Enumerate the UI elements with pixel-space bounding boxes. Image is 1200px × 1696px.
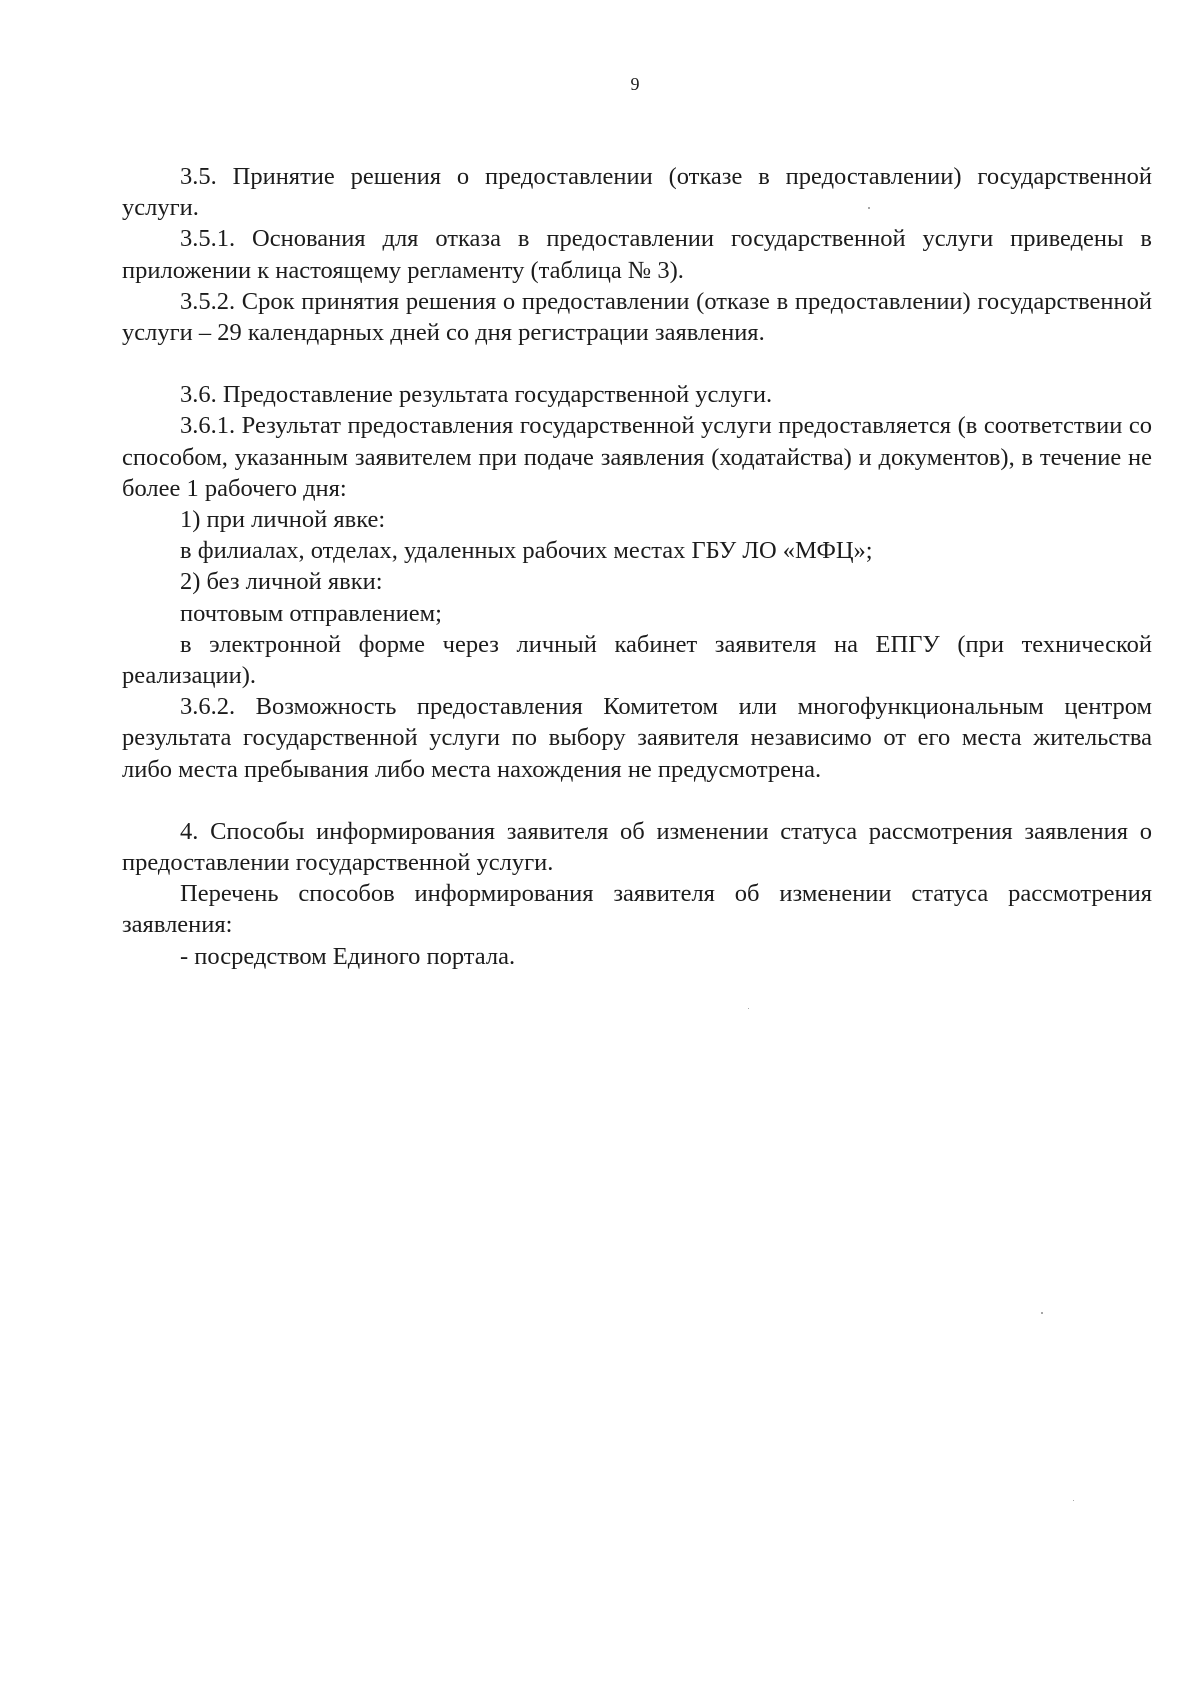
scan-speck (748, 1008, 749, 1009)
section-4-list-item-portal: - посредством Единого портала. (180, 942, 516, 970)
section-3-6-2: 3.6.2. Возможность предоставления Комитетом или многофункциональным центром результата государственной услуги по выбору заявителя независимо от его места жительства либо места пребывания либо места нахождения не предусмотрена. (122, 693, 1152, 783)
page-number: 9 (630, 74, 640, 94)
list-detail-mail: почтовым отправлением; (180, 599, 442, 627)
scan-speck (1041, 1312, 1043, 1314)
document-body (122, 161, 1152, 972)
section-3-5-1: 3.5.1. Основания для отказа в предоставлении государственной услуги приведены в приложении к настоящему регламенту (таблица № 3). (122, 225, 1152, 284)
list-detail-branches: в филиалах, отделах, удаленных рабочих местах ГБУ ЛО «МФЦ»; (180, 537, 873, 565)
paragraph-gap (122, 785, 1152, 816)
section-4-heading: 4. Способы информирования заявителя об изменении статуса рассмотрения заявления о предоставлении государственной услуги. (122, 817, 1152, 877)
section-3-5-heading: 3.5. Принятие решения о предоставлении (отказе в предоставлении) государственной услуги. (122, 163, 1152, 222)
list-item-remote: 2) без личной явки: (180, 568, 383, 596)
list-item-in-person: 1) при личной явке: (180, 506, 386, 534)
scan-speck (868, 207, 870, 209)
section-4-list-intro: Перечень способов информирования заявителя об изменении статуса рассмотрения заявления: (122, 880, 1152, 939)
paragraph-gap (122, 348, 1152, 379)
section-3-5-2: 3.5.2. Срок принятия решения о предоставлении (отказе в предоставлении) государственной услуги – 29 календарных дней со дня регистрации заявления. (122, 287, 1152, 347)
scan-speck (1073, 1500, 1074, 1501)
section-3-6-1: 3.6.1. Результат предоставления государственной услуги предоставляется (в соответствии со способом, указанным заявителем при подаче заявления (ходатайства) и документов), в течение не более 1 рабочего дня: (122, 412, 1152, 502)
list-detail-electronic: в электронной форме через личный кабинет заявителя на ЕПГУ (при технической реализации). (122, 630, 1152, 690)
section-3-6-heading: 3.6. Предоставление результата государственной услуги. (180, 381, 773, 409)
